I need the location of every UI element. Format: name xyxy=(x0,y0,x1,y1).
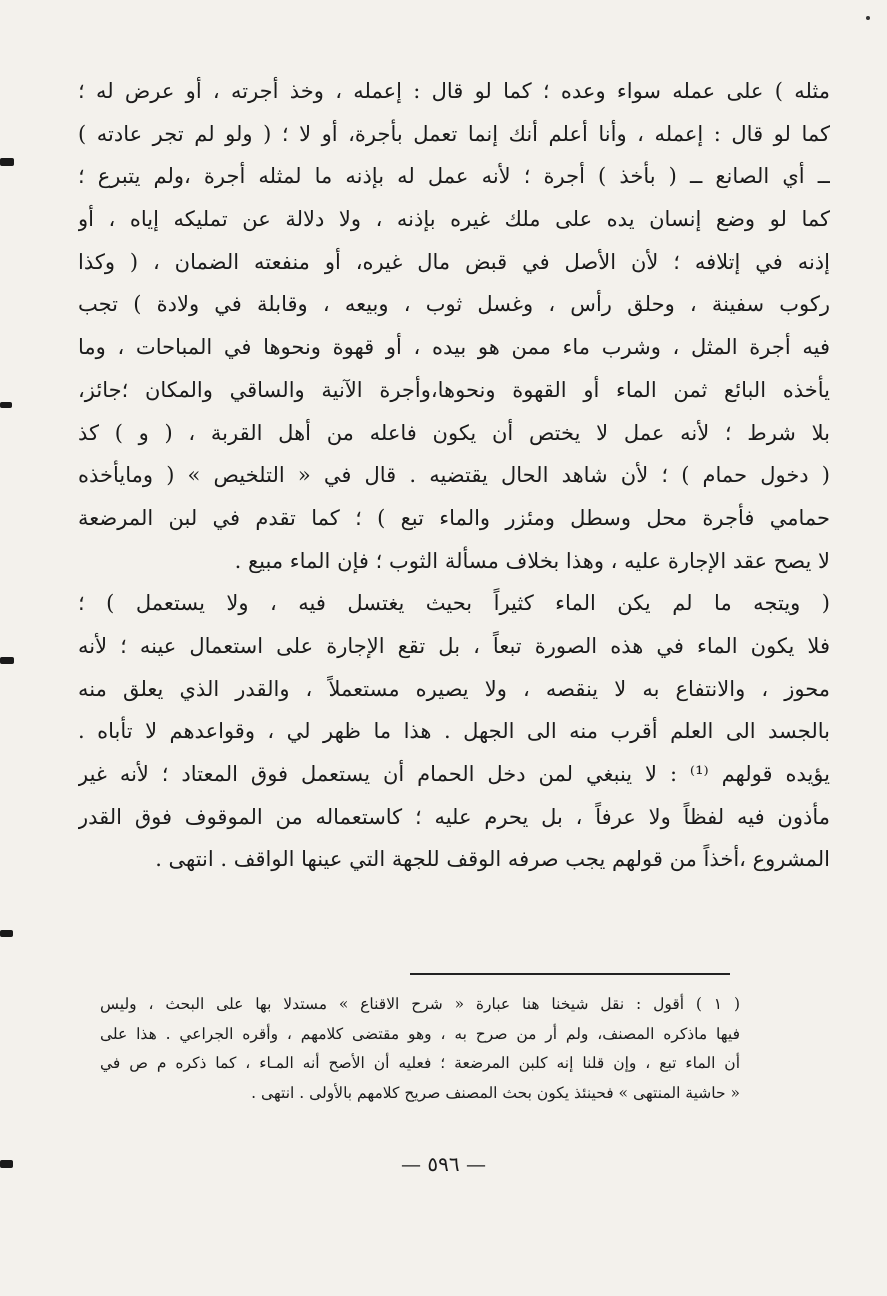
text-line: يؤيده قولهم ⁽¹⁾ : لا ينبغي لمن دخل الحمام أن يستعمل فوق المعتاد ؛ لأنه غير xyxy=(78,762,830,786)
text-line: ( ويتجه ما لم يكن الماء كثيراً بحيث يغتسل فيه ، ولا يستعمل ) ؛ xyxy=(78,591,830,616)
footnote-line: « حاشية المنتهى » فحينئذ يكون بحث المصنف صريح كلامهم بالأولى . انتهى . xyxy=(251,1083,740,1102)
binding-mark xyxy=(0,930,13,937)
footnote-line: أن الماء تبع ، وإن قلنا إنه كلبن المرضعة ؛ فعليه أن الأصح أنه المـاء ، كما ذكره م ص في xyxy=(100,1054,740,1072)
text-line: ــ أي الصانع ــ ( بأخذ ) أجرة ؛ لأنه عمل له بإذنه ما لمثله أجرة ،ولم يتبرع ؛ xyxy=(78,164,830,189)
text-line: كما لو قال : إعمله ، وأنا أعلم أنك إنما تعمل بأجرة، أو لا ؛ ( ولو لم تجر عادته ) xyxy=(78,121,830,146)
text-line: فيه أجرة المثل ، وشرب ماء ممن هو بيده ، أو قهوة ونحوها في المباحات ، وما xyxy=(78,335,830,360)
footnote-line: ( ١ ) أقول : نقل شيخنا هنا عبارة « شرح الاقناع » مستدلا بها على البحث ، وليس xyxy=(100,995,740,1013)
text-line: ( دخول حمام ) ؛ لأن شاهد الحال يقتضيه . قال في « التلخيص » ( ومايأخذه xyxy=(78,463,830,488)
binding-mark xyxy=(0,657,14,664)
text-line: بالجسد الى العلم أقرب منه الى الجهل . هذا ما ظهر لي ، وقواعدهم لا تأباه . xyxy=(78,719,830,744)
text-line: فلا يكون الماء في هذه الصورة تبعاً ، بل تقع الإجارة على استعمال عينه ؛ لأنه xyxy=(78,633,830,658)
text-line: كما لو وضع إنسان يده على ملك غيره بإذنه ، ولا دلالة عن تمليكه إياه ، أو xyxy=(78,207,830,232)
footnote-line: فيها ماذكره المصنف، ولم أر من صرح به ، وهو مقتضى كلامهم ، وأقره الجراعي . هذا على xyxy=(100,1024,740,1043)
binding-mark xyxy=(0,402,12,408)
text-line: مأذون فيه لفظاً ولا عرفاً ، بل يحرم عليه ؛ كاستعماله من الموقوف فوق القدر xyxy=(78,804,830,829)
binding-mark xyxy=(0,158,14,166)
scan-speck xyxy=(866,16,870,20)
page-number: — ٥٩٦ — xyxy=(401,1152,486,1176)
main-text-body xyxy=(78,70,830,881)
text-line: إذنه في إتلافه ؛ لأن الأصل في قبض مال غيره، أو منفعته الضمان ، ( وكذا xyxy=(78,249,830,274)
text-line: بلا شرط ؛ لأنه عمل لا يختص أن يكون فاعله من أهل القربة ، ( و ) كذ xyxy=(78,420,830,445)
text-line: يأخذه البائع ثمن الماء أو القهوة ونحوها،وأجرة الآنية والساقي والمكان ؛جائز، xyxy=(78,377,830,402)
text-line: حمامي فأجرة محل وسطل ومئزر والماء تبع ) ؛ كما تقدم في لبن المرضعة xyxy=(78,505,830,530)
text-line: مثله ) على عمله سواء وعده ؛ كما لو قال : إعمله ، وخذ أجرته ، أو عرض له ؛ xyxy=(78,79,830,103)
footnotes xyxy=(100,990,740,1108)
text-line: ركوب سفينة ، وحلق رأس ، وغسل ثوب ، وبيعه ، وقابلة في ولادة ) تجب xyxy=(78,292,830,317)
footnote-separator xyxy=(410,973,730,975)
text-line: لا يصح عقد الإجارة عليه ، وهذا بخلاف مسألة الثوب ؛ فإن الماء مبيع . xyxy=(234,548,830,573)
text-line: محوز ، والانتفاع به لا ينقصه ، ولا يصيره مستعملاً ، والقدر الذي يعلق منه xyxy=(78,676,830,701)
text-line: المشروع ،أخذاً من قولهم يجب صرفه الوقف للجهة التي عينها الواقف . انتهى . xyxy=(155,847,830,872)
